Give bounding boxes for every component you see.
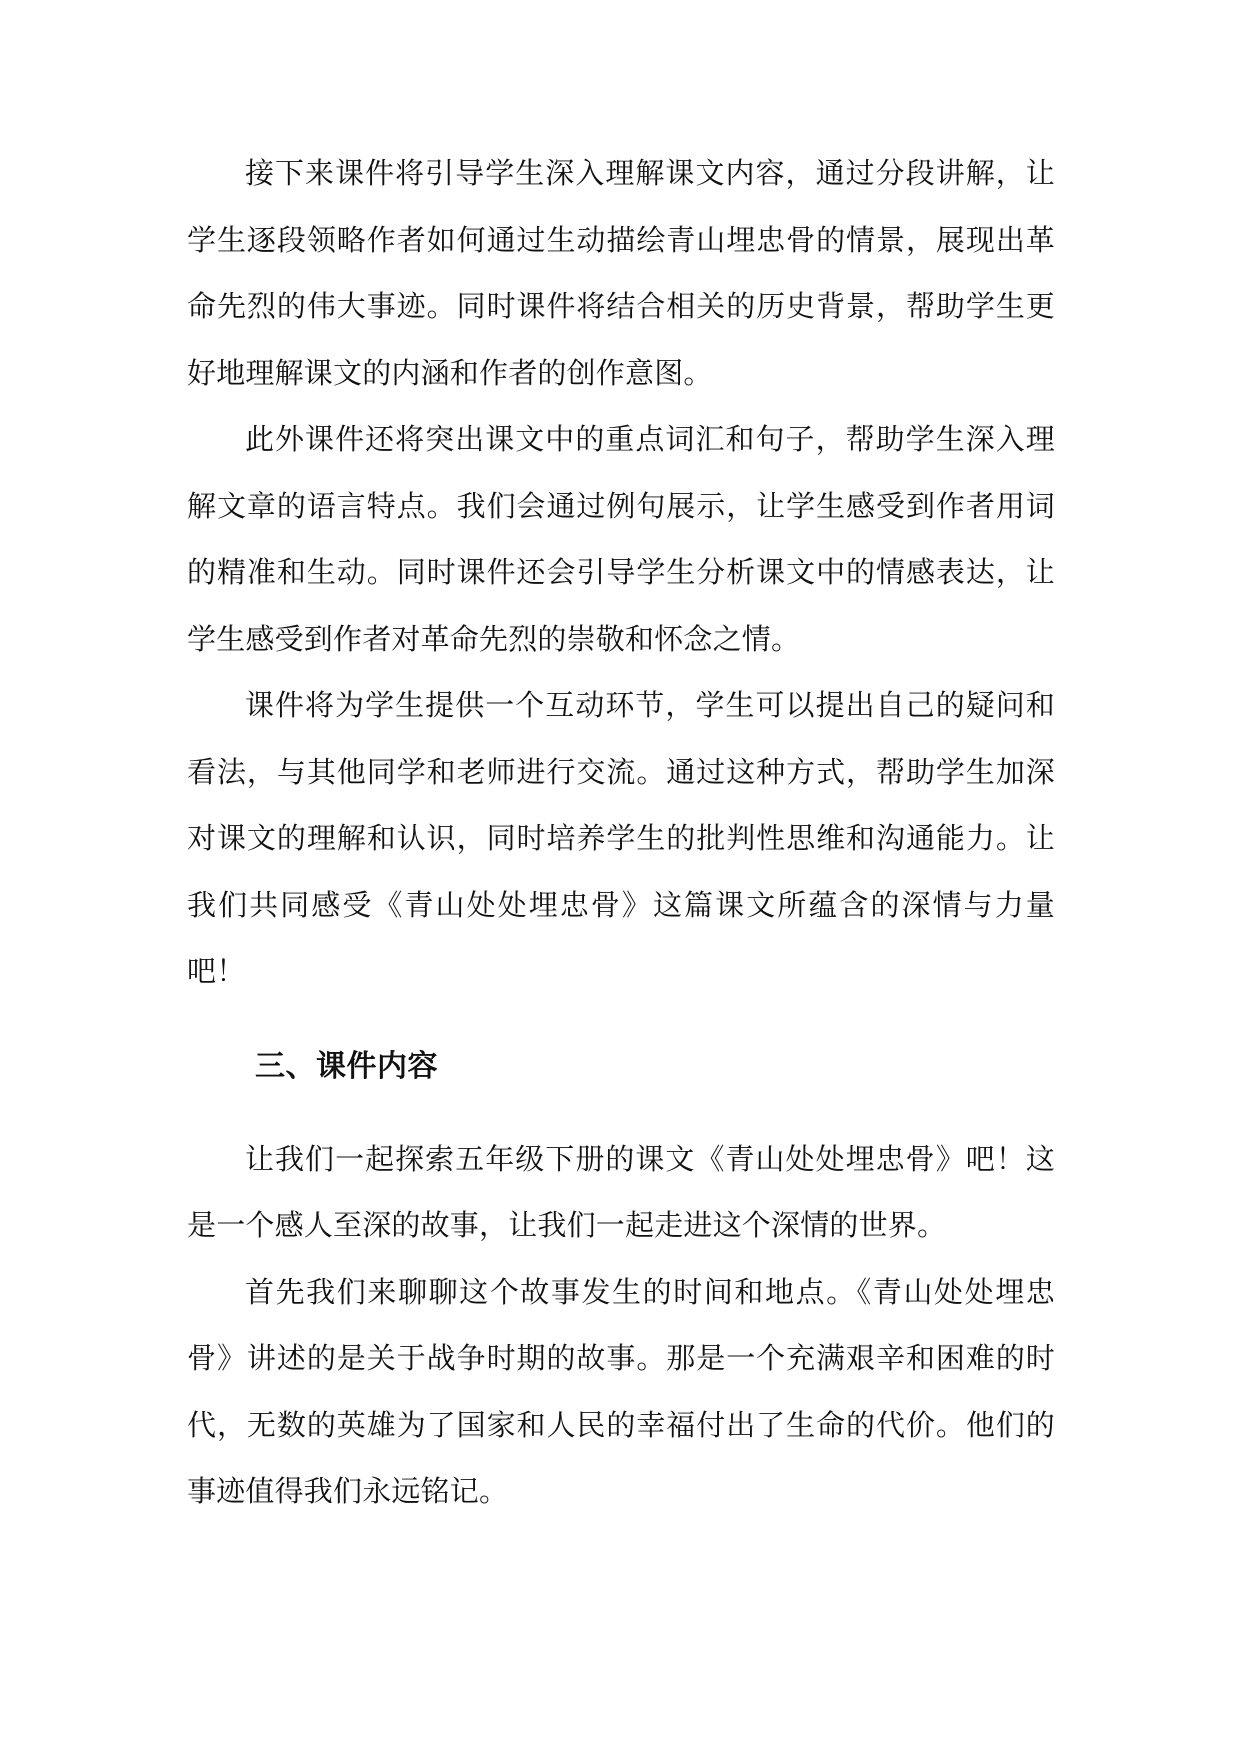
paragraph-key-vocabulary: 此外课件还将突出课文中的重点词汇和句子，帮助学生深入理解文章的语言特点。我们会通过例句展示，让学生感受到作者用词的精准和生动。同时课件还会引导学生分析课文中的情感表达，让学生感受到作者对革命先烈的崇敬和怀念之情。 xyxy=(187,422,1055,656)
paragraph-story-intro: 让我们一起探索五年级下册的课文《青山处处埋忠骨》吧！这是一个感人至深的故事，让我们一起走进这个深情的世界。 xyxy=(187,1141,1055,1242)
paragraph-interactive-session: 课件将为学生提供一个互动环节，学生可以提出自己的疑问和看法，与其他同学和老师进行交流。通过这种方式，帮助学生加深对课文的理解和认识，同时培养学生的批判性思维和沟通能力。让我们共同感受《青山处处埋忠骨》这篇课文所蕴含的深情与力量吧！ xyxy=(187,688,1055,988)
section-heading: 三、课件内容 xyxy=(255,1048,438,1084)
paragraph-time-and-place: 首先我们来聊聊这个故事发生的时间和地点。《青山处处埋忠骨》讲述的是关于战争时期的故事。那是一个充满艰辛和困难的时代，无数的英雄为了国家和人民的幸福付出了生命的代价。他们的事迹值得我们永远铭记。 xyxy=(187,1274,1055,1508)
paragraph-lesson-guidance: 接下来课件将引导学生深入理解课文内容，通过分段讲解，让学生逐段领略作者如何通过生动描绘青山埋忠骨的情景，展现出革命先烈的伟大事迹。同时课件将结合相关的历史背景，帮助学生更好地理解课文的内涵和作者的创作意图。 xyxy=(187,156,1055,390)
document-body xyxy=(187,140,1055,1525)
